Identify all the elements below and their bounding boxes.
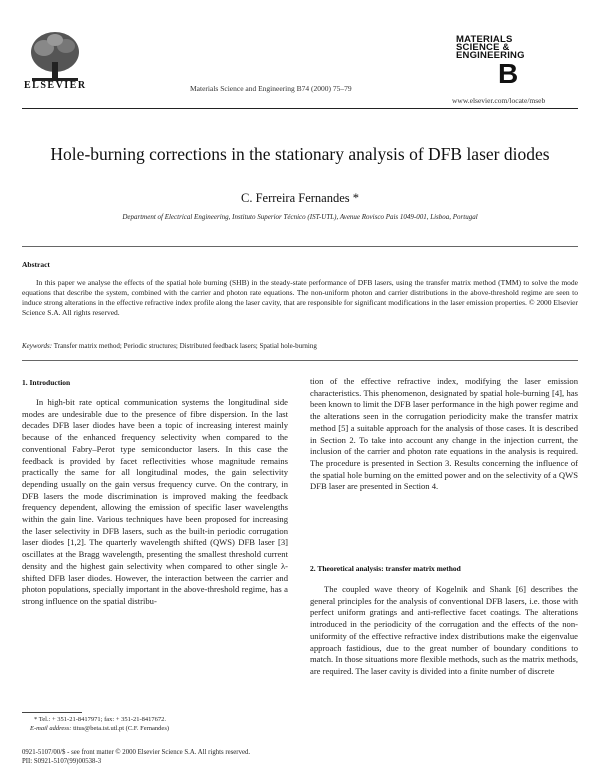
footer-pii: PII: S0921-5107(99)00538-3	[22, 758, 102, 765]
footnote-contact: * Tel.: + 351-21-8417971; fax: + 351-21-8417672.	[34, 716, 167, 723]
abstract-top-rule	[22, 246, 578, 247]
email-label: E-mail address:	[30, 724, 72, 732]
abstract-heading: Abstract	[22, 260, 50, 269]
footer-copyright: 0921-5107/00/$ - see front matter © 2000 Elsevier Science S.A. All rights reserved.	[22, 749, 251, 756]
brand-line: ENGINEERING	[456, 50, 525, 61]
brand-letter: B	[498, 58, 519, 89]
footnote	[22, 716, 288, 733]
introduction-paragraph: In high-bit rate optical communication systems the longitudinal side modes are undesirable due to the presence of fibre dispersion. In the last decades DFB laser diodes have been a topic of increasing interest mainly because of the enhanced frequency selectivity when compared to the conventional Fabry–Perot type semiconductor lasers. In this case the feedback is provided by facet reflectivities whose magnitude remains practically the same for all longitudinal modes, the gain selectivity depending usually on the gain versus frequency curve. On the contrary, in DFB lasers the mode discrimination is improved making the feedback frequency dependent, allowing the emission of specific laser wavelengths within the gain line. Various techniques have been proposed for increasing the laser selectivity in DFB lasers, such as the built-in periodic corrugation laser diodes [1,2]. The quarterly wavelength shifted (QWS) DFB laser [3] oscillates at the Bragg wavelength, presenting the smallest threshold current density and the highest gain selectivity when compared to other single λ-shifted DFB laser diodes. However, the interaction between the carrier and photon populations, specially important in the above-threshold regime, has a strong influence on the spatial distribu-	[22, 397, 288, 606]
brand-line: SCIENCE &	[456, 42, 510, 53]
section-heading-introduction: 1. Introduction	[22, 378, 71, 387]
email-address[interactable]: titus@beta.ist.utl.pt (C.F. Fernandes)	[73, 724, 170, 732]
keywords-list: Transfer matrix method; Periodic structures; Distributed feedback lasers; Spatial hole-burning	[53, 342, 317, 350]
abstract-bottom-rule	[22, 360, 578, 361]
keywords	[22, 342, 317, 350]
theory-paragraph: The coupled wave theory of Kogelnik and Shank [6] describes the general principles for the analysis of conventional DFB lasers, i.e. those with perfect uniform gratings and anti-reflective facet coatings. The alterations introduced in the periodicity of the corrugation and the effects of the non-uniformity of the effective refractive index distributions make the eigenvalue approach fastidious, due to the great number of boundary conditions to match. In those situations more flexible methods, such as the matrix methods, are required. The laser cavity is divided into a finite number of discrete	[310, 584, 578, 676]
footnote-email	[22, 725, 288, 734]
header-rule	[22, 108, 578, 109]
author-name: C. Ferreira Fernandes *	[240, 191, 360, 205]
footnote-rule	[22, 712, 82, 713]
paper-title: Hole-burning corrections in the stationary analysis of DFB laser diodes	[50, 144, 550, 164]
introduction-continuation: tion of the effective refractive index, modifying the laser emission characteristics. This phenomenon, designated by spatial hole-burning [4], has been known to limit the DFB laser performance in the high power regime and the alterations seen in the corrugation periodicity make the transfer matrix method [5] a suitable approach for the analysis of those cases. It is described in Section 2. To take into account any change in the injection current, the inclusion of the carrier and photon rate equations in the analysis is required. The procedure is presented in Section 3. Results concerning the influence of the spatial hole burning on the emitted power and on the selectivity of a QWS DFB laser are presented in Section 4.	[310, 376, 578, 492]
footer	[22, 748, 250, 766]
journal-url[interactable]: www.elsevier.com/locate/mseb	[452, 96, 546, 105]
author-affiliation: Department of Electrical Engineering, Instituto Superior Técnico (IST-UTL), Avenue Rovisco Pais 1049-001, Lisboa, Portugal	[122, 213, 478, 221]
journal-brand-logo	[456, 36, 525, 60]
abstract-body: In this paper we analyse the effects of the spatial hole burning (SHB) in the steady-state performance of DFB lasers, using the transfer matrix method (TMM) to solve the mode equations that describe the system, combined with the carrier and photon rate equations. The non-uniform photon and carrier distributions in the above-threshold regime are seen to induce strong alterations in the effective refractive index profile along the laser cavity, that are responsible for significant modifications in the laser emission properties. © 2000 Elsevier Science S.A. All rights reserved.	[22, 278, 578, 317]
publisher-name: ELSEVIER	[24, 80, 87, 91]
journal-citation: Materials Science and Engineering B74 (2000) 75–79	[190, 84, 352, 93]
section-heading-theory: 2. Theoretical analysis: transfer matrix method	[310, 564, 461, 573]
brand-line: MATERIALS	[456, 34, 513, 45]
keywords-label: Keywords:	[22, 342, 53, 350]
